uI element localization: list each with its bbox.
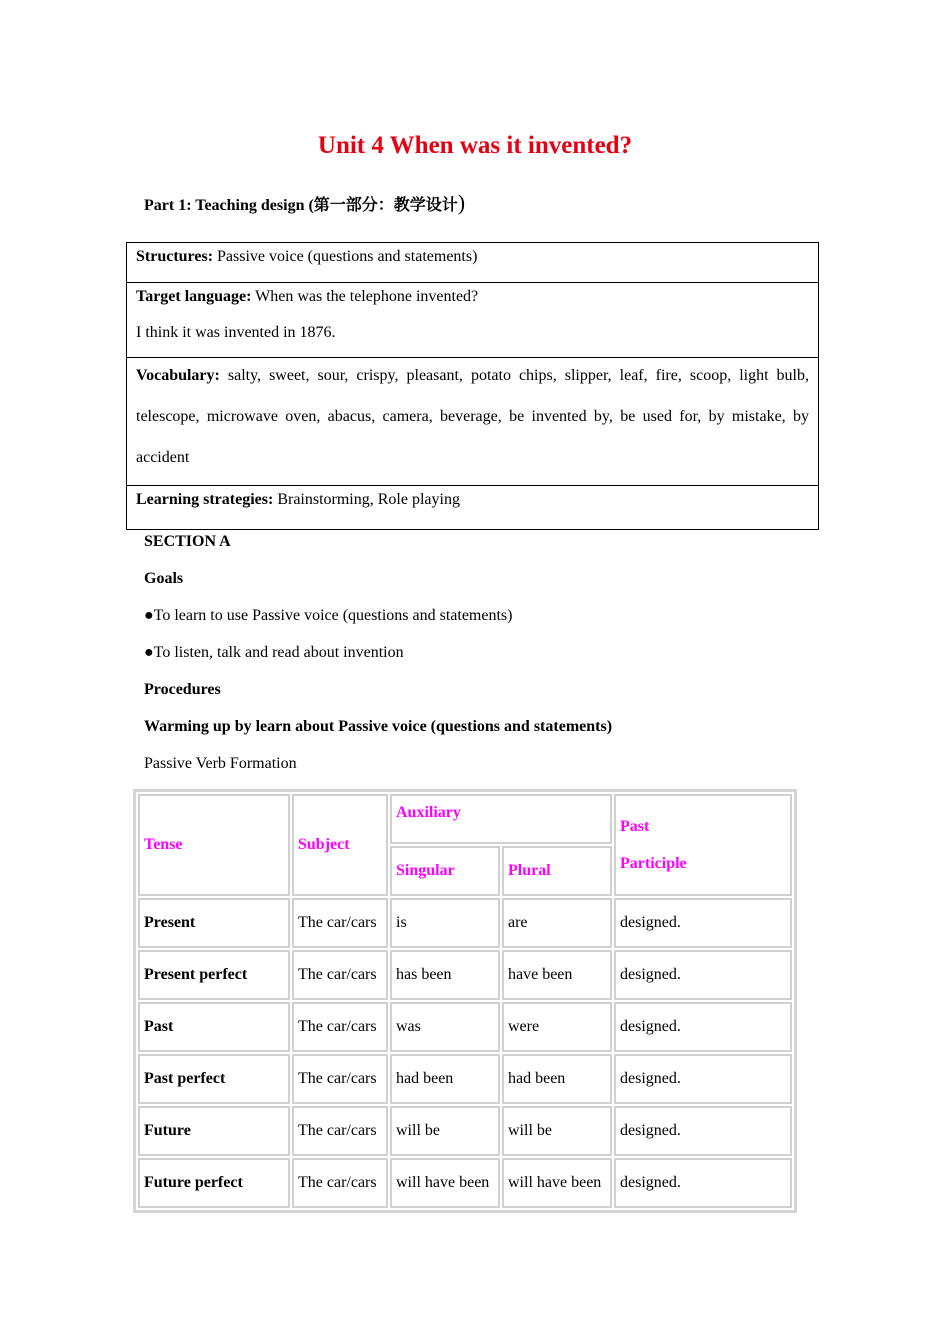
strategies-label: Learning strategies:	[136, 491, 274, 508]
goal-text: To learn to use Passive voice (questions and statements)	[153, 607, 513, 624]
passive-verb-table	[133, 789, 797, 1213]
procedures-heading: Procedures	[144, 681, 221, 698]
table-row	[138, 1158, 792, 1208]
cell-singular: is	[390, 898, 500, 948]
cell-singular: was	[390, 1002, 500, 1052]
structures-row	[127, 243, 818, 282]
target-label: Target language:	[136, 288, 252, 305]
vocab-label: Vocabulary:	[136, 367, 220, 384]
part-heading-paren: )	[457, 190, 466, 215]
goal-item	[144, 644, 404, 662]
cell-participle: designed.	[614, 950, 792, 1000]
cell-plural: were	[502, 1002, 612, 1052]
cell-subject: The car/cars	[292, 1158, 388, 1208]
table-caption: Passive Verb Formation	[144, 755, 297, 772]
header-tense: Tense	[138, 794, 290, 896]
target-language-row	[127, 282, 818, 357]
structures-value: Passive voice (questions and statements)	[213, 248, 478, 265]
cell-subject: The car/cars	[292, 1002, 388, 1052]
strategies-value: Brainstorming, Role playing	[273, 491, 460, 508]
cell-participle: designed.	[614, 1054, 792, 1104]
cell-singular: has been	[390, 950, 500, 1000]
cell-subject: The car/cars	[292, 1054, 388, 1104]
cell-tense: Past perfect	[138, 1054, 290, 1104]
table-row	[138, 1054, 792, 1104]
table-row	[138, 1106, 792, 1156]
table-row	[138, 898, 792, 948]
cell-plural: will be	[502, 1106, 612, 1156]
table-header-row	[138, 794, 792, 844]
vocabulary-row	[127, 357, 818, 485]
target-value: When was the telephone invented?	[251, 288, 479, 305]
part-heading	[144, 190, 465, 216]
cell-plural: had been	[502, 1054, 612, 1104]
cell-tense: Future perfect	[138, 1158, 290, 1208]
cell-subject: The car/cars	[292, 898, 388, 948]
cell-subject: The car/cars	[292, 950, 388, 1000]
header-plural: Plural	[502, 846, 612, 896]
overview-table	[126, 242, 819, 530]
cell-tense: Future	[138, 1106, 290, 1156]
strategies-row	[127, 485, 818, 529]
warming-heading: Warming up by learn about Passive voice (questions and statements)	[144, 718, 613, 735]
part-heading-text: Part 1: Teaching design (第一部分：教学设计	[144, 197, 458, 214]
bullet-icon: ●	[144, 644, 154, 661]
header-past-participle	[614, 794, 792, 896]
cell-participle: designed.	[614, 1002, 792, 1052]
section-heading: SECTION A	[144, 533, 231, 550]
vocab-value: salty, sweet, sour, crispy, pleasant, potato chips, slipper, leaf, fire, scoop, light bulb, telescope, microwave oven, abacus, camera, beverage, be invented by, be used for, by mistake, by accident	[136, 367, 809, 466]
cell-plural: have been	[502, 950, 612, 1000]
cell-plural: will have been	[502, 1158, 612, 1208]
header-past: Past	[620, 818, 650, 835]
cell-plural: are	[502, 898, 612, 948]
table-row	[138, 1002, 792, 1052]
header-singular: Singular	[390, 846, 500, 896]
cell-participle: designed.	[614, 1158, 792, 1208]
goals-heading: Goals	[144, 570, 184, 587]
header-subject: Subject	[292, 794, 388, 896]
cell-subject: The car/cars	[292, 1106, 388, 1156]
cell-tense: Present perfect	[138, 950, 290, 1000]
cell-participle: designed.	[614, 1106, 792, 1156]
cell-singular: had been	[390, 1054, 500, 1104]
cell-tense: Present	[138, 898, 290, 948]
goal-text: To listen, talk and read about invention	[153, 644, 404, 661]
bullet-icon: ●	[144, 607, 154, 624]
page-title: Unit 4 When was it invented?	[317, 132, 633, 159]
target-value-line2: I think it was invented in 1876.	[136, 324, 336, 341]
structures-label: Structures:	[136, 248, 214, 265]
header-auxiliary: Auxiliary	[390, 794, 612, 844]
header-participle: Participle	[620, 855, 687, 872]
cell-singular: will have been	[390, 1158, 500, 1208]
goal-item	[144, 607, 512, 625]
table-row	[138, 950, 792, 1000]
cell-tense: Past	[138, 1002, 290, 1052]
cell-singular: will be	[390, 1106, 500, 1156]
cell-participle: designed.	[614, 898, 792, 948]
